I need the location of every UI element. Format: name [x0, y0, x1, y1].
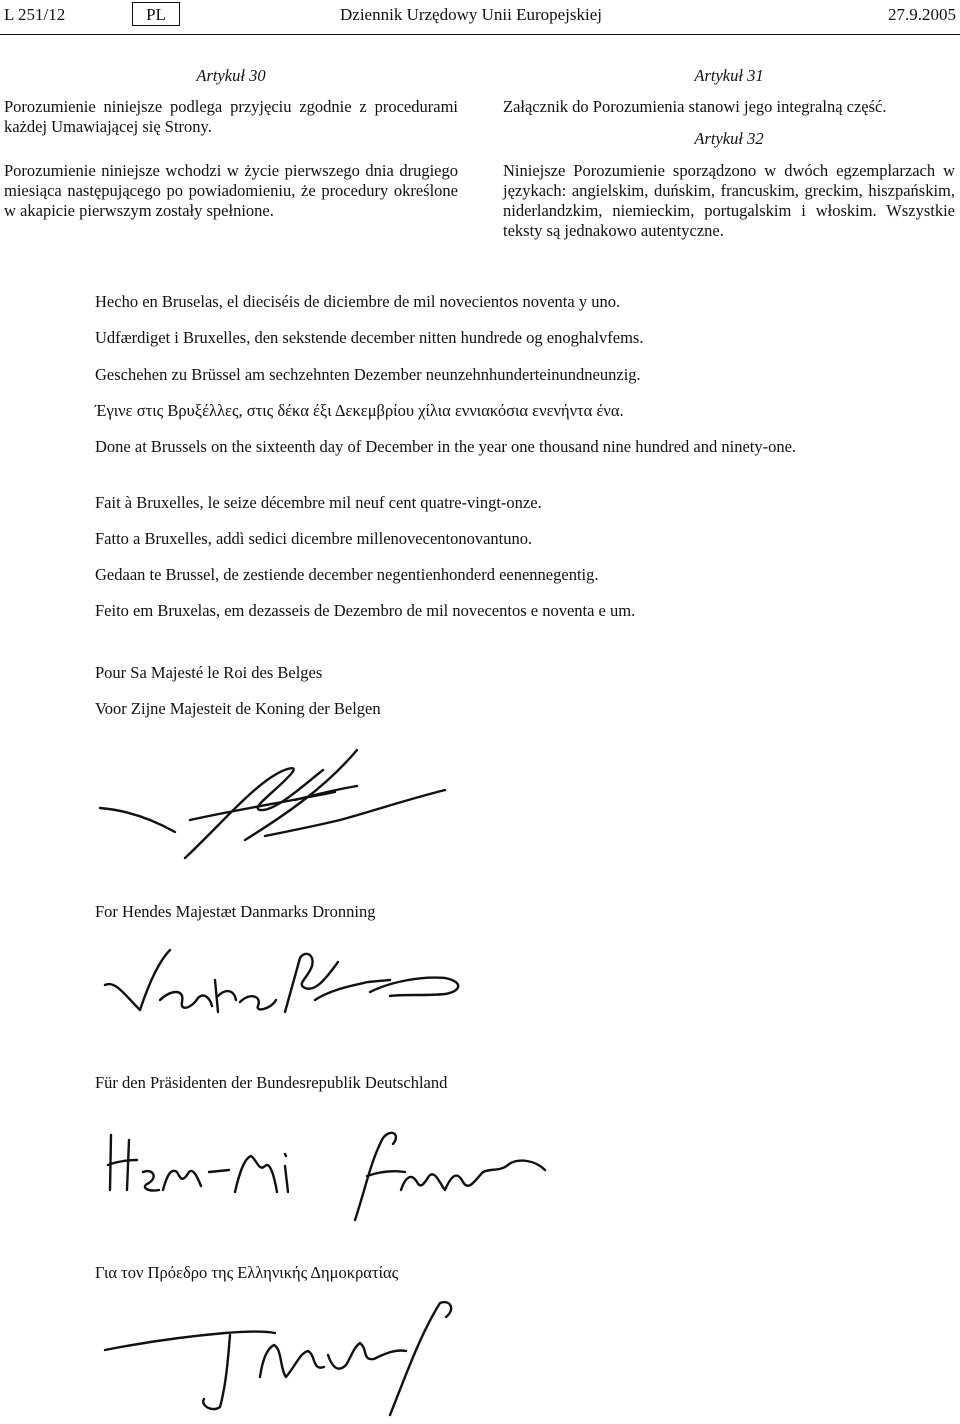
signatory-greece: Για τον Πρόεδρο της Ελληνικής Δημοκρατίας	[95, 1263, 399, 1282]
signature-denmark	[100, 940, 480, 1030]
article-30-heading: Artykuł 30	[196, 66, 266, 85]
done-at-english: Done at Brussels on the sixteenth day of December in the year one thousand nine hundred and ninety-one.	[95, 437, 797, 456]
left-column	[4, 66, 458, 221]
done-at-dutch: Gedaan te Brussel, de zestiende december negentienhonderd eenennegentig.	[95, 565, 599, 584]
article-32-text: Niniejsze Porozumienie sporządzono w dwóch egzemplarzach w językach: angielskim, duńskim, francuskim, greckim, hiszpańskim, niderlandzkim, niemieckim, portugalskim i włoskim. Wszystkie teksty są jednakowo autentyczne.	[503, 161, 955, 240]
signature-greece	[100, 1295, 470, 1420]
signature-germany	[105, 1120, 565, 1230]
done-at-french: Fait à Bruxelles, le seize décembre mil neuf cent quatre-vingt-onze.	[95, 493, 542, 512]
language-code-box: PL	[132, 2, 180, 26]
signatory-belgium-french: Pour Sa Majesté le Roi des Belges	[95, 663, 323, 682]
journal-title: Dziennik Urzędowy Unii Europejskiej	[340, 5, 603, 24]
header-divider	[0, 34, 960, 35]
done-at-portuguese: Feito em Bruxelas, em dezasseis de Dezembro de mil novecentos e noventa e um.	[95, 601, 636, 620]
done-at-danish: Udfærdiget i Bruxelles, den sekstende december nitten hundrede og enoghalvfems.	[95, 328, 644, 347]
article-30-paragraph-1: Porozumienie niniejsze podlega przyjęciu zgodnie z procedurami każdej Umawiającej się Strony.	[4, 97, 458, 136]
signatory-belgium-dutch: Voor Zijne Majesteit de Koning der Belgen	[95, 699, 381, 718]
done-at-german: Geschehen zu Brüssel am sechzehnten Dezember neunzehnhunderteinundneunzig.	[95, 365, 641, 384]
article-32-heading: Artykuł 32	[694, 129, 764, 148]
signature-belgium	[95, 740, 455, 870]
done-at-spanish: Hecho en Bruselas, el dieciséis de diciembre de mil novecientos noventa y uno.	[95, 292, 621, 311]
article-30-paragraph-2: Porozumienie niniejsze wchodzi w życie pierwszego dnia drugiego miesiąca następującego po powiadomieniu, że procedury określone w akapicie pierwszym zostały spełnione.	[4, 161, 458, 220]
signatory-denmark: For Hendes Majestæt Danmarks Dronning	[95, 902, 376, 921]
publication-date: 27.9.2005	[888, 5, 956, 24]
page-reference: L 251/12	[4, 5, 66, 24]
article-31-text: Załącznik do Porozumienia stanowi jego integralną część.	[503, 97, 887, 116]
right-column	[503, 66, 955, 241]
article-31-heading: Artykuł 31	[694, 66, 764, 85]
done-at-greek: Έγινε στις Βρυξέλλες, στις δέκα έξι Δεκεμβρίου χίλια εννιακόσια ενενήντα ένα.	[95, 401, 624, 420]
signatory-germany: Für den Präsidenten der Bundesrepublik Deutschland	[95, 1073, 448, 1092]
done-at-italian: Fatto a Bruxelles, addì sedici dicembre millenovecentonovantuno.	[95, 529, 533, 548]
